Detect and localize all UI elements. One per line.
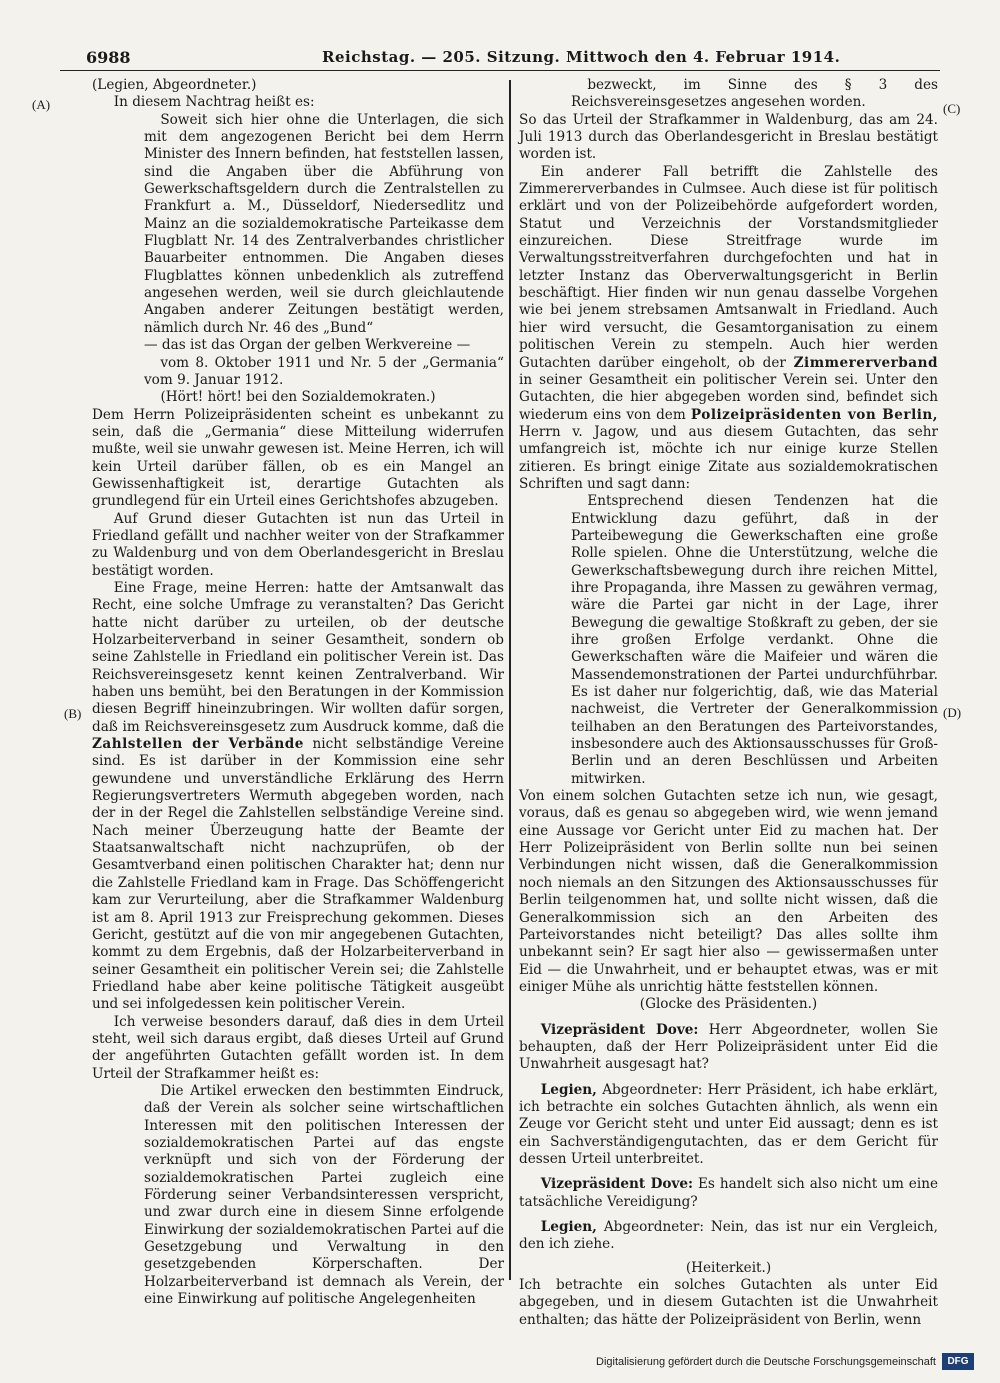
- margin-marker-c: (C): [943, 101, 961, 116]
- speaker-name: Legien,: [540, 1219, 597, 1235]
- quotation: Soweit sich hier ohne die Unterlagen, die sich mit dem angezogenen Bericht bei dem Herrn Minister des Innern befinden, hat feststellen lassen, sind die Angaben über die Abführung von Gewerkschaftsgeldern durch die Zentralstellen zu Frankfurt a. M., Düsseldorf, Niedersedlitz und Mainz an die sozialdemokratische Parteikasse dem Flugblatt Nr. 14 des Zentralverbandes christlicher Bauarbeiter entnommen. Die Angaben dieses Flugblattes können unbedenklich als zutreffend angesehen werden, weil sie durch gleichlautende Angaben anderer Zeitungen bestätigt werden, nämlich durch Nr. 46 des „Bund“: [144, 111, 504, 336]
- emphasis: Zimmererverband: [793, 354, 938, 371]
- quotation: vom 8. Oktober 1911 und Nr. 5 der „Germania“ vom 9. Januar 1912.: [144, 354, 504, 388]
- text-run: Es handelt sich also nicht um eine tatsächliche Vereidigung?: [519, 1176, 938, 1210]
- page-header: [60, 46, 940, 71]
- paragraph: Ich betrachte ein solches Gutachten als unter Eid abgegeben, und in diesem Gutachten ist die Unwahrheit enthalten; das hätte der Polizeipräsident von Berlin, wenn: [519, 1277, 938, 1328]
- paragraph: Dem Herrn Polizeipräsidenten scheint es unbekannt zu sein, daß die „Germania“ diese Mitteilung widerrufen mußte, weil sie unwahr gewesen ist. Meine Herren, ich will kein Urteil darüber fällen, ob es ein Mangel an Gewissenhaftigkeit ist, derartige Gutachten als grundlegend für ein Urteil eines Gerichtshofes abzugeben.: [92, 406, 504, 510]
- quotation: bezweckt, im Sinne des § 3 des Reichsvereinsgesetzes angesehen worden.: [571, 77, 938, 111]
- text-run: Abgeordneter: Nein, das ist nur ein Vergleich, den ich ziehe.: [519, 1219, 938, 1253]
- speaker-name: Vizepräsident Dove:: [540, 1176, 694, 1193]
- text-run: in seiner Gesamtheit ein politischer Verein sei. Unter den Gutachten, die hier abgegeben worden sind, befindet sich wiederum eins von dem: [519, 371, 938, 423]
- speech: [519, 1082, 938, 1169]
- quotation: Entsprechend diesen Tendenzen hat die Entwicklung dazu geführt, daß in der Parteibewegung die Gewerkschaften eine große Rolle spielen. Ohne die Unterstützung, welche die Gewerkschaftsbewegung durch ihre reichen Mittel, ihre Propaganda, ihre Massen zu gewähren vermag, wäre die Partei gar nicht in der Lage, ihrer Bewegung die gewaltige Stoßkraft zu geben, der sie ihre großen Erfolge verdankt. Ohne die Gewerkschaften wäre die Maifeier und wären die Massendemonstrationen der Partei undurchführbar. Es ist daher nur folgerichtig, daß, wie das Material nachweist, die Vertreter der Generalkommission teilhaben an den Beratungen des Parteivorstandes, insbesondere auch des Aktionsausschusses für Groß-Berlin und an deren Beschlüssen und Arbeiten mitwirken.: [571, 493, 938, 787]
- left-column: [92, 77, 504, 1308]
- interjection: — das ist das Organ der gelben Werkvereine —: [144, 337, 471, 354]
- dfg-logo: DFG: [942, 1353, 974, 1370]
- page-number: 6988: [86, 48, 131, 67]
- paragraph: Ich verweise besonders darauf, daß dies in dem Urteil steht, weil sich daraus ergibt, daß dieses Urteil auf Grund der angeführten Gutachten gefällt worden ist. In dem Urteil der Strafkammer heißt es:: [92, 1013, 504, 1082]
- speaker-name: Vizepräsident Dove:: [540, 1021, 699, 1038]
- text-run: Eine Frage, meine Herren: hatte der Amtsanwalt das Recht, eine solche Umfrage zu veranstalten? Das Gericht hatte nicht darüber zu urteilen, ob der deutsche Holzarbeiterverband in seiner Gesamtheit, sondern ob seine Zahlstelle in Friedland ein politischer Verein ist. Das Reichsvereinsgesetz kennt keinen Zentralverband. Wir haben uns bemüht, bei den Beratungen in der Kommission diesen Begriff hineinzubringen. Wir wollten dafür sorgen, daß im Reichsvereinsgesetz zum Ausdruck komme,: [92, 579, 504, 735]
- column-divider: [509, 80, 511, 1280]
- margin-marker-a: (A): [32, 97, 51, 112]
- stage-direction: (Heiterkeit.): [685, 1259, 772, 1276]
- margin-marker-b: (B): [64, 706, 82, 721]
- speaker-name: Legien,: [540, 1081, 597, 1098]
- text-run: daß die: [452, 718, 504, 735]
- emphasis: Zahlstellen der Verbände: [92, 736, 304, 753]
- running-title: Reichstag. — 205. Sitzung. Mittwoch den 4. Februar 1914.: [322, 48, 841, 66]
- text-run: Ein anderer Fall betrifft die Zahlstelle des Zimmererverbandes in Culmsee. Auch diese ist für politisch erklärt und von der Polizeibehörde aufgefordert worden, Statut und Verzeichnis der Vorstandsmitglieder einzureichen. Diese Streitfrage wurde im Verwaltungsstreitverfahren durchgefochten und hat in letzter Instanz das Oberverwaltungsgericht in Berlin beschäftigt. Hier finden wir nun genau dasselbe Vorgehen wie bei jenem strebsamen Amtsanwalt in Friedland. Auch hier wird versucht, die Gesamtorganisation zu einem politischen Verein zu stempeln. Auch hier werden Gutachten darüber eingeholt, ob der: [519, 163, 938, 371]
- stage-direction: (Glocke des Präsidenten.): [639, 996, 818, 1013]
- text-run: nicht selbständige Vereine sind. Es ist darüber in der Kommission eine sehr gewundene und unverständliche Erklärung des Herrn Regierungsvertreters Wermuth abgegeben worden, nach der in der Regel die Zahlstellen selbständige Vereine sind. Nach meiner Überzeugung hatte der Beamte der Staatsanwaltschaft nicht nachzuprüfen, ob der Gesamtverband einen politischen Charakter hat; denn nur die Zahlstelle Friedland kam in Frage. Das Schöffengericht kam zur Verurteilung, aber die Strafkammer Waldenburg ist am 8. April 1913 zur Freisprechung gekommen. Dieses Gericht, gestützt auf die von mir angegebenen Gutachten, kommt zu dem Ergebnis, daß der Holzarbeiterverband in seiner Gesamtheit ein politischer Verein sei; die Zahlstelle Friedland habe aber keine politische Tätigkeit ausgeübt und sei infolgedessen kein politischer Verein.: [92, 736, 505, 1013]
- speaker-continued: (Legien, Abgeordneter.): [92, 77, 257, 93]
- paragraph: In diesem Nachtrag heißt es:: [113, 94, 315, 111]
- paragraph: [92, 580, 504, 1014]
- footer: [596, 1351, 980, 1373]
- stage-direction: (Hört! hört! bei den Sozialdemokraten.): [160, 389, 436, 406]
- text-run: Herrn v. Jagow, und aus diesem Gutachten, das sehr umfangreich ist, möchte ich nur einige kurze Stellen zitieren. Es bringt einige Zitate aus sozialdemokratischen Schriften und sagt dann:: [519, 423, 938, 492]
- speech: [519, 1219, 938, 1254]
- speech: [519, 1022, 938, 1074]
- text-run: Herr Abgeordneter, wollen Sie behaupten, daß der Herr Polizeipräsident unter Eid die Unwahrheit ausgesagt hat?: [519, 1021, 938, 1073]
- right-column: [519, 77, 938, 1329]
- quotation: Die Artikel erwecken den bestimmten Eindruck, daß der Verein als solcher seine wirtschaftlichen Interessen mit den politischen Interessen der sozialdemokratischen Partei auf das engste verknüpft und sich von der Förderung der sozialdemokratischen Partei zugleich eine Förderung seiner Verbandsinteressen verspricht, und zwar durch eine in diesem Sinne erfolgende Einwirkung der sozialdemokratischen Partei auf die Gesetzgebung und Verwaltung in den gesetzgebenden Körperschaften. Der Holzarbeiterverband ist demnach als Verein, der eine Einwirkung auf politische Angelegenheiten: [144, 1082, 504, 1308]
- paragraph: So das Urteil der Strafkammer in Waldenburg, das am 24. Juli 1913 durch das Oberlandesgericht in Breslau bestätigt worden ist.: [519, 111, 938, 163]
- paragraph: Auf Grund dieser Gutachten ist nun das Urteil in Friedland gefällt und nachher weiter von der Strafkammer zu Waldenburg und von dem Oberlandesgericht in Breslau bestätigt worden.: [92, 510, 504, 579]
- paragraph: Von einem solchen Gutachten setze ich nun, wie gesagt, voraus, daß es genau so abgegeben wird, wie wenn jemand eine Aussage vor Gericht unter Eid zu machen hat. Der Herr Polizeipräsident von Berlin sollte nun bei seinen Verbindungen nicht wissen, daß die Generalkommission noch niemals an den Sitzungen des Aktionsausschusses für Berlin teilgenommen hat, und sollte nicht wissen, daß die Generalkommission sich an den Arbeiten des Parteivorstandes nicht beteiligt? Das alles sollte ihm unbekannt sein? Er sagt hier also — gewissermaßen unter Eid — die Unwahrheit, und er behauptet etwas, was er mit einiger Mühe als unrichtig hätte feststellen können.: [519, 788, 938, 995]
- emphasis: Polizeipräsidenten von Berlin,: [690, 406, 939, 423]
- funding-note: Digitalisierung gefördert durch die Deutsche Forschungsgemeinschaft: [596, 1356, 936, 1368]
- text-run: Abgeordneter: Herr Präsident, ich habe erklärt, ich betrachte ein solches Gutachten ähnlich, als wenn ein Zeuge vor Gericht steht und unter Eid aussagt; denn es ist ein Sachverständigengutachten, das er dem Gericht für dessen Urteil unterbreitet.: [519, 1081, 939, 1167]
- margin-marker-d: (D): [943, 705, 962, 720]
- speech: [519, 1176, 938, 1211]
- paragraph: [519, 164, 938, 494]
